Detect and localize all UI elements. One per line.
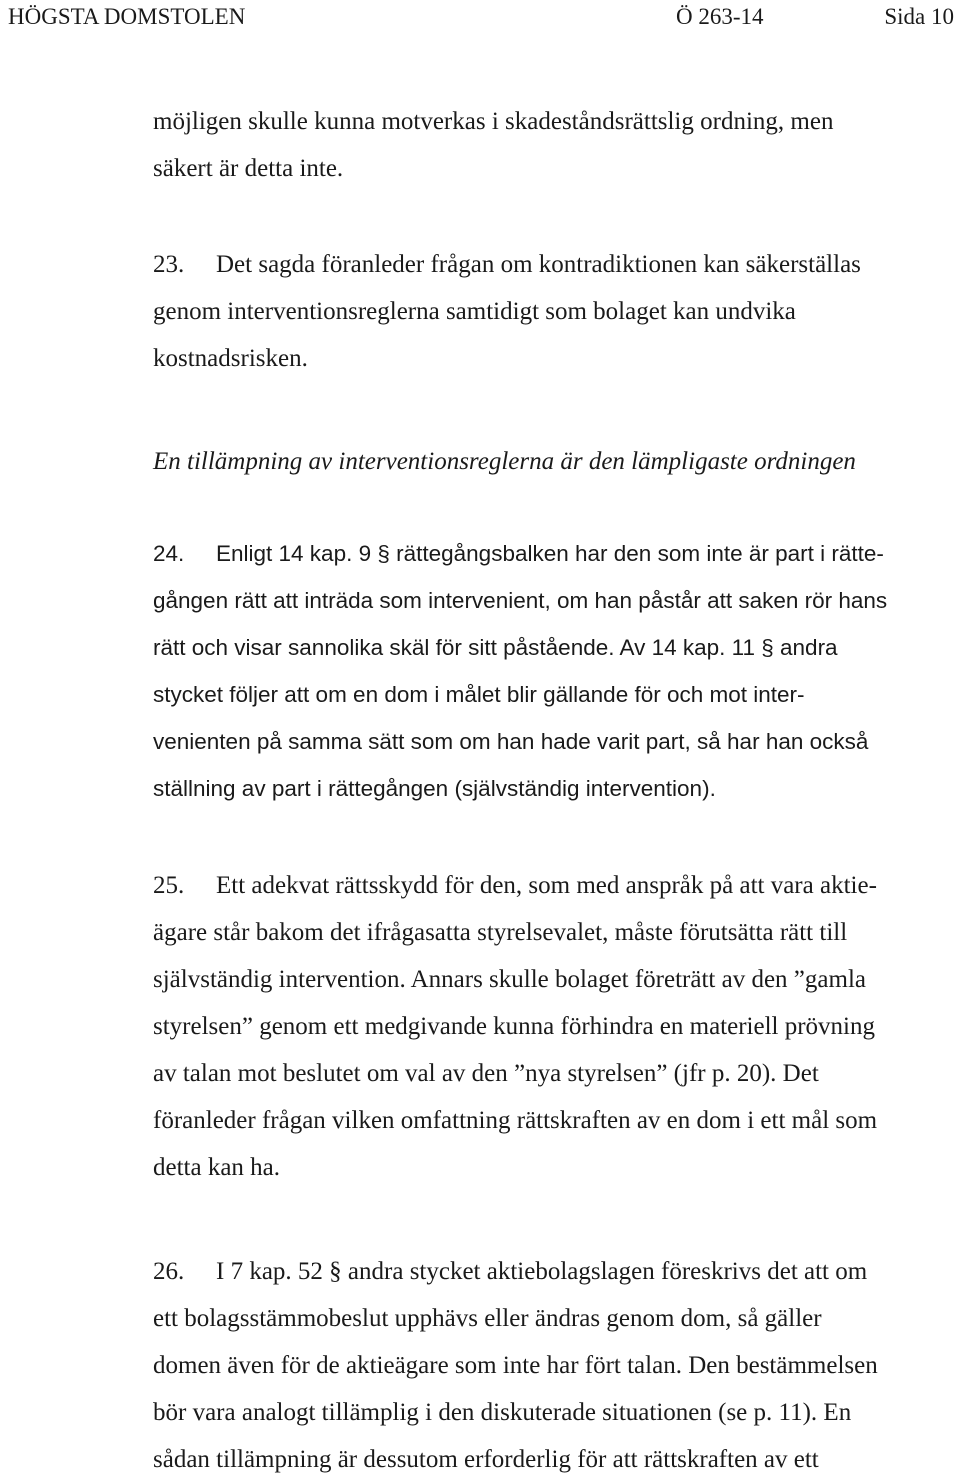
section-heading: En tillämpning av interventionsreglerna är den lämpligaste ordningen <box>153 448 856 475</box>
text-line: föranleder frågan vilken omfattning rättskraften av en dom i ett mål som <box>153 1107 878 1134</box>
text-line: Det sagda föranleder frågan om kontradiktionen kan säkerställas <box>216 251 861 278</box>
text-line: Enligt 14 kap. 9 § rättegångsbalken har den som inte är part i rätte- <box>216 541 884 566</box>
text-line: ställning av part i rättegången (självständig intervention). <box>153 776 716 801</box>
text-line: gången rätt att inträda som intervenient, om han påstår att saken rör hans <box>153 588 888 613</box>
text-line: Ett adekvat rättsskydd för den, som med anspråk på att vara aktie- <box>216 872 877 899</box>
text-line: av talan mot beslutet om val av den ”nya styrelsen” (jfr p. 20). Det <box>153 1060 819 1087</box>
paragraph-number: 23. <box>153 251 185 278</box>
text-line: självständig intervention. Annars skulle bolaget företrätt av den ”gamla <box>153 966 866 993</box>
page-number: Sida 10 <box>884 4 954 29</box>
text-line: domen även för de aktieägare som inte har fört talan. Den bestämmelsen <box>153 1352 878 1379</box>
paragraph-number: 26. <box>153 1258 185 1285</box>
paragraph-number: 24. <box>153 541 185 566</box>
text-line: stycket följer att om en dom i målet blir gällande för och mot inter- <box>153 682 805 707</box>
text-line: bör vara analogt tillämplig i den diskuterade situationen (se p. 11). En <box>153 1399 852 1426</box>
paragraph-26 <box>153 1248 878 1483</box>
text-line: genom interventionsreglerna samtidigt som bolaget kan undvika <box>153 298 796 325</box>
text-line: styrelsen” genom ett medgivande kunna förhindra en materiell prövning <box>153 1013 875 1040</box>
text-line: sådan tillämpning är dessutom erforderlig för att rättskraften av ett <box>153 1446 819 1473</box>
page-header <box>8 2 954 32</box>
continuation-paragraph <box>153 98 833 192</box>
text-line: venienten på samma sätt som om han hade varit part, så har han också <box>153 729 869 754</box>
paragraph-24 <box>153 530 887 812</box>
text-line: rätt och visar sannolika skäl för sitt påstående. Av 14 kap. 11 § andra <box>153 635 838 660</box>
case-number: Ö 263-14 <box>676 4 764 29</box>
text-line: ägare står bakom det ifrågasatta styrelsevalet, måste förutsätta rätt till <box>153 919 848 946</box>
paragraph-23 <box>153 241 861 382</box>
text-line: kostnadsrisken. <box>153 345 308 372</box>
text-line: möjligen skulle kunna motverkas i skadeståndsrättslig ordning, men <box>153 108 834 135</box>
paragraph-number: 25. <box>153 872 185 899</box>
text-line: I 7 kap. 52 § andra stycket aktiebolagslagen föreskrivs det att om <box>216 1258 868 1285</box>
text-line: säkert är detta inte. <box>153 155 344 182</box>
paragraph-25 <box>153 862 877 1191</box>
text-line: ett bolagsstämmobeslut upphävs eller ändras genom dom, så gäller <box>153 1305 822 1332</box>
court-name: HÖGSTA DOMSTOLEN <box>8 4 246 29</box>
text-line: detta kan ha. <box>153 1154 281 1181</box>
